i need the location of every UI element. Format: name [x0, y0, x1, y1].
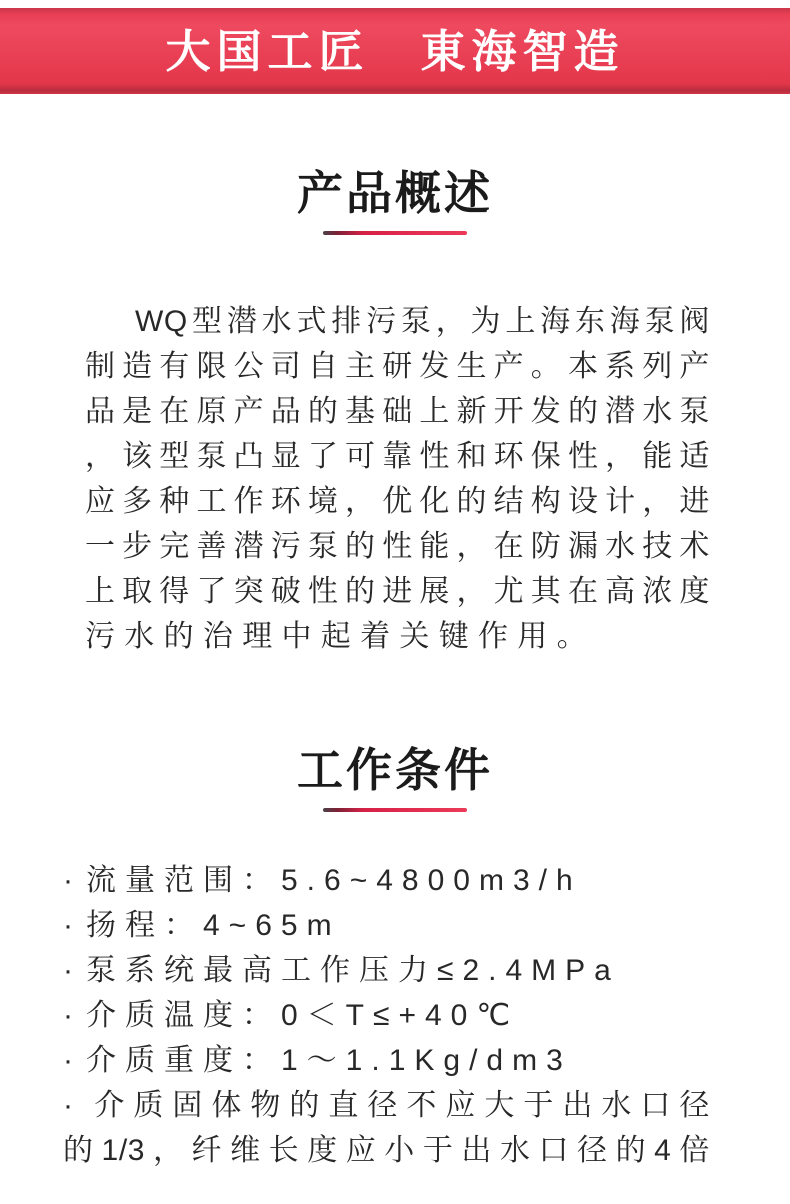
overview-paragraph-line: ，该型泵凸显了可靠性和环保性，能适 [85, 440, 710, 473]
spec-text: 介质温度：0＜T≤+40℃ [86, 999, 520, 1032]
overview-paragraph-line: 品是在原产品的基础上新开发的潜水泵 [85, 395, 710, 428]
spec-text: 泵系统最高工作压力≤2.4MPa [86, 954, 620, 987]
spec-item-medium-temperature [63, 993, 710, 1038]
bullet-dot: · [63, 1044, 73, 1077]
spec-text: 介质重度：1～1.1Kg/dm3 [86, 1044, 572, 1077]
bullet-dot: · [63, 909, 73, 942]
spec-item-head [63, 903, 710, 948]
bullet-dot: · [63, 954, 73, 987]
overview-paragraph [85, 299, 710, 659]
bullet-dot: · [63, 864, 73, 897]
overview-title-underline [323, 231, 467, 235]
overview-section-title: 产品概述 [297, 167, 493, 219]
spec-text: 介质固体物的直径不应大于出水口径 [86, 1089, 710, 1122]
overview-paragraph-line: 污水的治理中起着关键作用。 [85, 620, 596, 653]
overview-paragraph-line: WQ型潜水式排污泵，为上海东海泵阀 [135, 305, 710, 338]
top-banner [0, 8, 790, 94]
banner-title: 大国工匠 東海智造 [165, 25, 625, 77]
bullet-dot: · [63, 999, 73, 1032]
working-conditions-section-title: 工作条件 [297, 744, 493, 796]
spec-item-medium-density [63, 1038, 710, 1083]
overview-paragraph-line: 应多种工作环境，优化的结构设计，进 [85, 485, 710, 518]
overview-paragraph-line: 上取得了突破性的进展，尤其在高浓度 [85, 575, 710, 608]
overview-paragraph-line: 一步完善潜污泵的性能，在防漏水技术 [85, 530, 710, 563]
working-conditions-list [63, 858, 710, 1173]
spec-text: 流量范围：5.6~4800m3/h [86, 864, 582, 897]
spec-item-flow-range [63, 858, 710, 903]
spec-text: 扬程：4~65m [86, 909, 341, 942]
working-conditions-title-underline [323, 808, 467, 812]
spec-item-solids-diameter-continuation [63, 1128, 710, 1173]
overview-section [0, 167, 790, 659]
spec-text-continuation: 的1/3，纤维长度应小于出水口径的4倍 [63, 1134, 710, 1167]
spec-item-solids-diameter [63, 1083, 710, 1128]
bullet-dot: · [63, 1089, 73, 1122]
overview-paragraph-line: 制造有限公司自主研发生产。本系列产 [85, 350, 710, 383]
spec-item-max-pressure [63, 948, 710, 993]
working-conditions-section [0, 744, 790, 1173]
